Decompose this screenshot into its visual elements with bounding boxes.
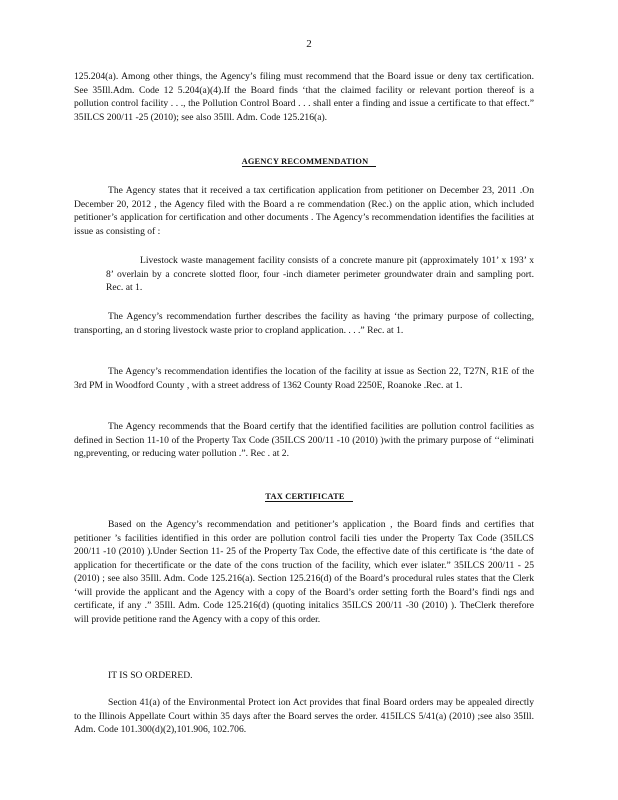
paragraph-agency-2: The Agency’s recommendation further describes the facility as having ‘the primary purpose of collecting, transporting, an d storing livestock waste prior to cropland application. . . .” Rec. at 1. <box>74 311 534 336</box>
paragraph-agency-4: The Agency recommends that the Board certify that the identified facilities are pollution control facilities as defined in Section 11-10 of the Property Tax Code (35ILCS 200/11 -10 (2010) )with the primary purpose of ‘‘eliminati ng,preventing, or reducing water pollution .”. Rec . at 2. <box>74 421 534 459</box>
heading-tax-certificate <box>0 492 618 502</box>
heading-tax-certificate-text: TAX CERTIFICATE <box>265 492 352 502</box>
so-ordered: IT IS SO ORDERED. <box>108 670 193 681</box>
page-number: 2 <box>306 38 312 50</box>
paragraph-agency-3: The Agency’s recommendation identifies the location of the facility at issue as Section 22, T27N, R1E of the 3rd PM in Woodford County , with a street address of 1362 County Road 2250E, Roanoke .Rec. at 1. <box>74 366 534 391</box>
paragraph-intro: 125.204(a). Among other things, the Agency’s filing must recommend that the Board issue or deny tax certification. See 35Ill.Adm. Code 12 5.204(a)(4).If the Board finds ‘that the claimed facility or relevant portion thereof is a pollution control facility . . ., the Pollution Control Board . . . shall enter a finding and issue a certificate to that effect.” 35ILCS 200/11 -25 (2010); see also 35Ill. Adm. Code 125.216(a). <box>74 71 534 123</box>
paragraph-agency-quote: Livestock waste management facility consists of a concrete manure pit (approximately 101’ x 193’ x 8’ overlain by a concrete slotted floor, four -inch diameter perimeter groundwater drain and sampling port. Rec. at 1. <box>106 255 534 293</box>
paragraph-tax-1: Based on the Agency’s recommendation and petitioner’s application , the Board finds and certifies that petitioner ’s facilities identified in this order are pollution control facili ties under the Property Tax Code (35ILCS 200/11 -10 (2010) ).Under Section 11- 25 of the Property Tax Code, the effective date of this certificate is ‘the date of application for thecertificate or the date of the cons truction of the facility, which ever islater.” 35ILCS 200/11 - 25 (2010) ; see also 35Ill. Adm. Code 125.216(a). Section 125.216(d) of the Board’s procedural rules states that the Clerk ‘will provide the applicant and the Agency with a copy of the Board’s order setting forth the Board’s findi ngs and certificate, if any .” 35Ill. Adm. Code 125.216(d) (quoting initalics 35ILCS 200/11 -30 (2010) ). TheClerk therefore will provide petitione rand the Agency with a copy of this order. <box>74 519 534 625</box>
paragraph-appeal: Section 41(a) of the Environmental Protect ion Act provides that final Board orders may be appealed directly to the Illinois Appellate Court within 35 days after the Board serves the order. 415ILCS 5/41(a) (2010) ;see also 35Ill. Adm. Code 101.300(d)(2),101.906, 102.706. <box>74 697 534 735</box>
heading-agency-recommendation-text: AGENCY RECOMMENDATION <box>242 157 377 167</box>
heading-agency-recommendation <box>0 157 618 167</box>
paragraph-agency-1: The Agency states that it received a tax certification application from petitioner on December 23, 2011 .On December 20, 2012 , the Agency filed with the Board a re commendation (Rec.) on the applic ation, which included petitioner’s application for certification and other documents . The Agency’s recommendation identifies the facilities at issue as consisting of : <box>74 185 534 237</box>
